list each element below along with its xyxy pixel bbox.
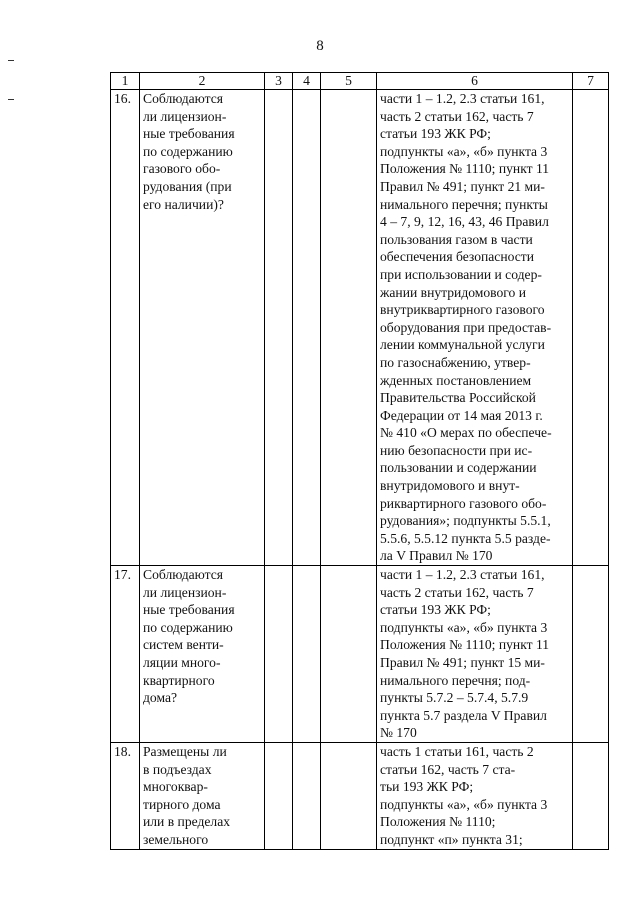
page-number: 8: [316, 38, 324, 54]
reference-line: по газоснабжению, утвер-: [380, 354, 531, 370]
margin-mark: [8, 60, 14, 61]
question-line: систем венти-: [143, 637, 224, 653]
question-cell: [140, 90, 265, 566]
reference-line: ла V Правил № 170: [380, 548, 493, 564]
reference-line: при использовании и содер-: [380, 266, 542, 282]
table-row: [111, 742, 609, 849]
question-line: ли лицензион-: [143, 108, 227, 124]
reference-line: оборудования при предостав-: [380, 319, 552, 335]
column-number: 7: [573, 73, 609, 90]
empty-cell-col5: [321, 742, 377, 849]
reference-line: части 1 – 1.2, 2.3 статьи 161,: [380, 567, 545, 583]
reference-line: 5.5.6, 5.5.12 пункта 5.5 разде-: [380, 530, 551, 546]
empty-cell-col3: [265, 742, 293, 849]
reference-line: Положения № 1110;: [380, 814, 496, 830]
column-number: 5: [321, 73, 377, 90]
column-number: 1: [111, 73, 140, 90]
empty-cell-col5: [321, 90, 377, 566]
column-number: 3: [265, 73, 293, 90]
reference-line: Положения № 1110; пункт 11: [380, 161, 550, 177]
reference-line: внутридомового и внут-: [380, 478, 520, 494]
inspection-checklist-table: [110, 72, 609, 850]
question-line: по содержанию: [143, 619, 233, 635]
question-line: рудования (при: [143, 178, 232, 194]
legal-reference-cell: [377, 742, 573, 849]
margin-mark: [8, 99, 14, 100]
reference-line: № 410 «О мерах по обеспече-: [380, 425, 552, 441]
reference-line: статьи 162, часть 7 ста-: [380, 761, 516, 777]
reference-line: пользования газом в части: [380, 231, 533, 247]
question-line: земельного: [143, 831, 209, 847]
question-line: квартирного: [143, 672, 215, 688]
question-line: в подъездах: [143, 761, 212, 777]
reference-line: риквартирного газового обо-: [380, 495, 547, 511]
reference-line: подпункты «а», «б» пункта 3: [380, 619, 548, 635]
empty-cell-col7: [573, 90, 609, 566]
reference-line: часть 1 статьи 161, часть 2: [380, 743, 534, 759]
reference-line: пункты 5.7.2 – 5.7.4, 5.7.9: [380, 690, 529, 706]
table-row: [111, 566, 609, 743]
question-line: или в пределах: [143, 814, 231, 830]
legal-reference-cell: [377, 566, 573, 743]
reference-line: пользовании и содержании: [380, 460, 537, 476]
reference-line: Федерации от 14 мая 2013 г.: [380, 407, 543, 423]
table-row: [111, 90, 609, 566]
empty-cell-col4: [293, 742, 321, 849]
reference-line: Правительства Российской: [380, 390, 536, 406]
empty-cell-col5: [321, 566, 377, 743]
row-number: 18.: [111, 742, 140, 849]
empty-cell-col3: [265, 566, 293, 743]
question-line: Размещены ли: [143, 743, 227, 759]
question-line: тирного дома: [143, 796, 221, 812]
reference-line: Правил № 491; пункт 15 ми-: [380, 655, 545, 670]
reference-line: рудования»; подпункты 5.5.1,: [380, 513, 551, 529]
question-line: многоквар-: [143, 779, 208, 795]
column-number-row: [111, 73, 609, 90]
reference-line: статьи 193 ЖК РФ;: [380, 602, 491, 618]
row-number: 17.: [111, 566, 140, 743]
question-cell: [140, 742, 265, 849]
reference-line: подпункты «а», «б» пункта 3: [380, 143, 548, 159]
reference-line: часть 2 статьи 162, часть 7: [380, 584, 534, 600]
question-line: ли лицензион-: [143, 584, 227, 600]
reference-line: внутриквартирного газового: [380, 302, 545, 318]
empty-cell-col7: [573, 566, 609, 743]
reference-line: нимального перечня; пункты: [380, 196, 548, 212]
empty-cell-col4: [293, 90, 321, 566]
question-line: ляции много-: [143, 655, 221, 670]
reference-line: тьи 193 ЖК РФ;: [380, 779, 474, 795]
reference-line: часть 2 статьи 162, часть 7: [380, 108, 534, 124]
empty-cell-col7: [573, 742, 609, 849]
reference-line: части 1 – 1.2, 2.3 статьи 161,: [380, 91, 545, 106]
reference-line: статьи 193 ЖК РФ;: [380, 126, 491, 142]
reference-line: нимального перечня; под-: [380, 672, 531, 688]
legal-reference-cell: [377, 90, 573, 566]
row-number: 16.: [111, 90, 140, 566]
question-line: газового обо-: [143, 161, 221, 177]
question-line: по содержанию: [143, 143, 233, 159]
reference-line: лении коммунальной услуги: [380, 337, 545, 353]
question-line: Соблюдаются: [143, 567, 224, 583]
question-line: ные требования: [143, 126, 235, 142]
reference-line: подпункт «п» пункта 31;: [380, 831, 523, 847]
question-line: Соблюдаются: [143, 91, 224, 106]
column-number: 2: [140, 73, 265, 90]
column-number: 6: [377, 73, 573, 90]
question-line: его наличии)?: [143, 196, 224, 212]
reference-line: жденных постановлением: [380, 372, 532, 388]
reference-line: нию безопасности при ис-: [380, 442, 533, 458]
reference-line: жании внутридомового и: [380, 284, 526, 300]
reference-line: подпункты «а», «б» пункта 3: [380, 796, 548, 812]
reference-line: № 170: [380, 725, 417, 741]
reference-line: Правил № 491; пункт 21 ми-: [380, 178, 545, 194]
reference-line: Положения № 1110; пункт 11: [380, 637, 550, 653]
reference-line: 4 – 7, 9, 12, 16, 43, 46 Правил: [380, 214, 549, 230]
question-cell: [140, 566, 265, 743]
question-line: дома?: [143, 690, 178, 706]
reference-line: пункта 5.7 раздела V Правил: [380, 707, 547, 723]
column-number: 4: [293, 73, 321, 90]
empty-cell-col4: [293, 566, 321, 743]
reference-line: обеспечения безопасности: [380, 249, 535, 265]
question-line: ные требования: [143, 602, 235, 618]
table-body: [111, 73, 609, 850]
empty-cell-col3: [265, 90, 293, 566]
